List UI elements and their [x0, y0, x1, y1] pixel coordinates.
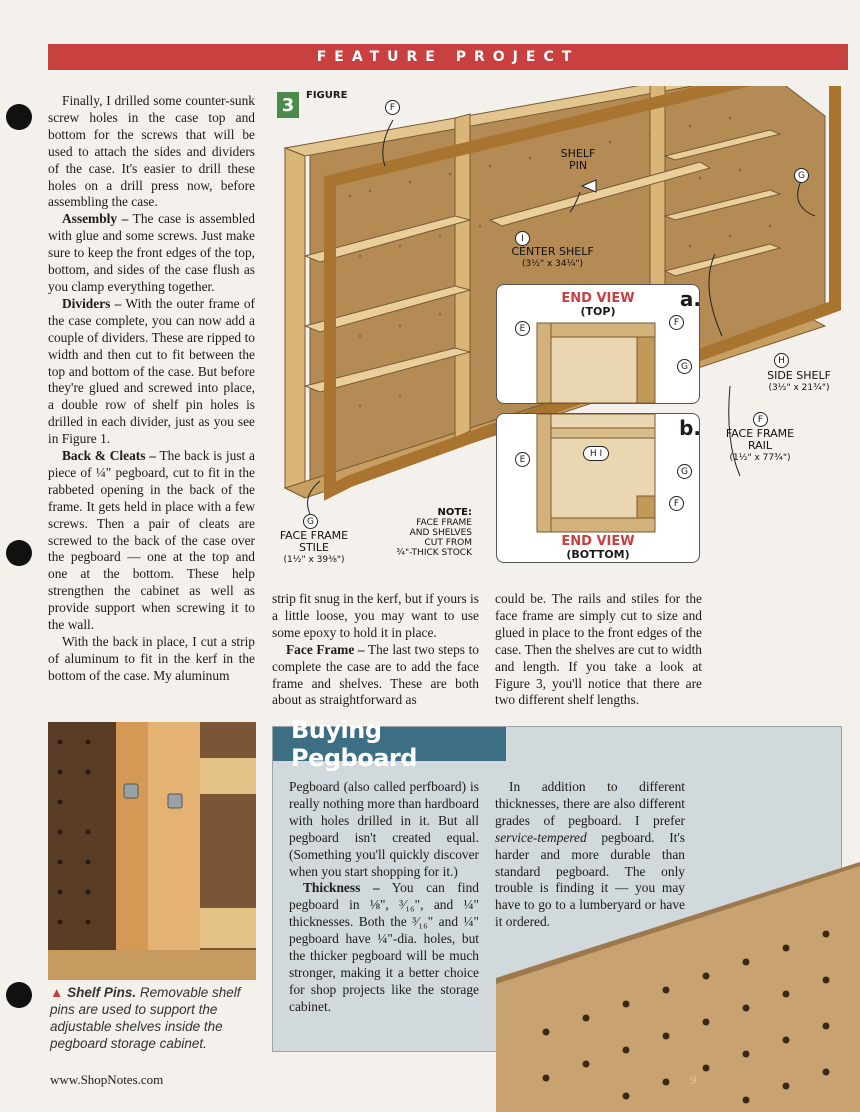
pegboard-sample-photo — [496, 862, 860, 1112]
callout-letter-f: F — [669, 315, 684, 330]
paragraph-text: The case is assembled with glue and some screws. Just make sure to keep the front edges of the top, bottom, and sides of the case flush as you clamp everything together. — [48, 211, 255, 294]
paragraph: With the back in place, I cut a strip of aluminum to fit in the kerf in the bottom of the case. My aluminum — [48, 634, 255, 683]
side-shelf-name: SIDE SHELF — [767, 369, 831, 382]
paragraph: Pegboard (also called perfboard) is really nothing more than hardboard with holes drilled in it. But all pegboard isn't created equal. (Something you'll quickly discover when you start shopping for it.) — [289, 779, 479, 879]
binder-hole — [6, 104, 32, 130]
section-header-label: FEATURE PROJECT — [316, 49, 580, 65]
paragraph — [272, 642, 479, 710]
shelf-pins-photo-drawing — [48, 722, 256, 980]
body-column-1 — [48, 93, 255, 685]
run-in-heading: Face Frame – — [286, 641, 365, 657]
paragraph — [48, 211, 255, 296]
figure-number-badge: 3 — [277, 92, 299, 118]
paragraph-text: pegboard. It's harder and more durable than standard pegboard. The only trouble is finding it — you may have to go to a lumberyard or have it ordered. — [495, 829, 685, 930]
paragraph: could be. The rails and stiles for the face frame are simply cut to size and glued in place to the front edges of the case. Then the shelves are cut to width and length. If you take a look at Figure 3, you'll notice that there are two different shelf lengths. — [495, 591, 702, 708]
caption-triangle-icon: ▲ — [50, 985, 64, 1000]
callout-letter-g: G — [677, 464, 692, 479]
label-shelf-pin: SHELF PIN — [560, 147, 596, 172]
photo-caption — [50, 984, 260, 1052]
paragraph-text: The back is just a piece of ¼" pegboard, cut to fit in the rabbeted opening in the back of the frame. It gets held in place with a few screws. Then a pair of cleats are screwed to the back of the case over the pegboard — one at the top and one at the bottom. These help strengthen the cabinet as well as provide support when screwing it to the wall. — [48, 448, 255, 633]
callout-letter-g: G — [677, 359, 692, 374]
emphasis: service-tempered — [495, 829, 587, 845]
face-frame-stile-dim: (1½" x 39⅜") — [283, 555, 345, 565]
shelf-pins-photo — [48, 722, 256, 980]
paragraph-text: In addition to different thicknesses, there are also different grades of pegboard. I prefer — [495, 779, 685, 828]
inset-letter: b. — [679, 416, 701, 440]
inset-letter: a. — [679, 287, 701, 311]
end-view-top-drawing — [497, 285, 701, 405]
inset-title-sub: (BOTTOM) — [566, 548, 630, 561]
body-column-3 — [495, 591, 702, 709]
run-in-heading: Thickness – — [303, 880, 380, 896]
face-frame-rail-dim: (1½" x 77¾") — [729, 453, 791, 463]
callout-letter-g: G — [303, 514, 318, 529]
caption-body: Removable shelf pins are used to support the adjustable shelves inside the pegboard storage cabinet. — [50, 985, 241, 1051]
callout-letter-h-i: H I — [583, 446, 609, 461]
center-shelf-dim: (3½" x 34¼") — [522, 259, 583, 269]
sidebar-title-bar — [273, 716, 506, 772]
callout-letter-e: E — [515, 321, 530, 336]
label-face-frame-rail — [717, 428, 803, 464]
inset-title-main: END VIEW — [561, 291, 635, 306]
run-in-heading: Dividers – — [62, 295, 122, 311]
page-number: 9 — [690, 1072, 697, 1087]
paragraph — [48, 448, 255, 634]
inset-title — [497, 535, 699, 561]
callout-letter-f: F — [669, 496, 684, 511]
paragraph — [289, 880, 479, 1015]
run-in-heading: Assembly – — [62, 211, 129, 227]
sidebar-column-left — [289, 779, 479, 1016]
figure-label: FIGURE — [306, 90, 348, 101]
inset-title-main: END VIEW — [561, 534, 635, 549]
inset-end-view-top — [496, 284, 700, 404]
callout-letter-f: F — [385, 100, 400, 115]
label-face-frame-stile — [272, 530, 356, 566]
paragraph-text: The last two steps to complete the case are to add the face frame and shelves. These are both about as straightforward as — [272, 641, 479, 708]
paragraph — [48, 296, 255, 448]
caption-lead: Shelf Pins. — [67, 985, 137, 1000]
face-frame-rail-name: FACE FRAME RAIL — [725, 427, 795, 452]
callout-letter-h: H — [774, 353, 789, 368]
paragraph-text: You can find pegboard in ⅛", ³⁄₁₆", and ¼" thicknesses. Both the ³⁄₁₆" and ¼" pegboard have ¼"-dia. holes, but the thicker pegboard will be much stronger, making it a better choice for shop projects like the storage cabinet. — [289, 880, 479, 1014]
center-shelf-name: CENTER SHELF — [511, 245, 594, 258]
section-header-bar — [48, 44, 848, 70]
label-side-shelf — [753, 370, 845, 394]
figure-3 — [270, 86, 845, 581]
callout-letter-f: F — [753, 412, 768, 427]
paragraph-text: With the outer frame of the case complete, you can now add a couple of dividers. These are ripped to width and then cut to fit between the top and bottom of the case. But before they're glued and screwed into place, a double row of shelf pin holes is drilled in each divider, just as you see in Figure 1. — [48, 295, 256, 447]
body-column-2 — [272, 591, 479, 709]
callout-letter-g: G — [794, 168, 809, 183]
sidebar-title: Buying Pegboard — [291, 716, 417, 772]
footer-url: www.ShopNotes.com — [50, 1072, 164, 1087]
paragraph: strip fit snug in the kerf, but if yours is a little loose, you may want to use some epoxy to hold it in place. — [272, 591, 479, 640]
paragraph: Finally, I drilled some counter-sunk screw holes in the case top and bottom for the screws that will be used to attach the sides and dividers of the case. It's easier to drill these holes on a drill press now, before assembling the case. — [48, 93, 255, 210]
label-center-shelf — [495, 246, 610, 270]
note-title: NOTE: — [437, 507, 472, 518]
inset-end-view-bottom — [496, 413, 700, 563]
callout-letter-i: I — [515, 231, 530, 246]
figure-note — [386, 508, 472, 558]
callout-letter-e: E — [515, 452, 530, 467]
binder-hole — [6, 540, 32, 566]
run-in-heading: Back & Cleats – — [62, 448, 156, 464]
inset-title-sub: (TOP) — [580, 305, 616, 318]
side-shelf-dim: (3½" x 21¾") — [768, 383, 830, 393]
binder-hole — [6, 982, 32, 1008]
note-body: FACE FRAME AND SHELVES CUT FROM ¾"-THICK STOCK — [396, 518, 472, 558]
face-frame-stile-name: FACE FRAME STILE — [279, 529, 349, 554]
